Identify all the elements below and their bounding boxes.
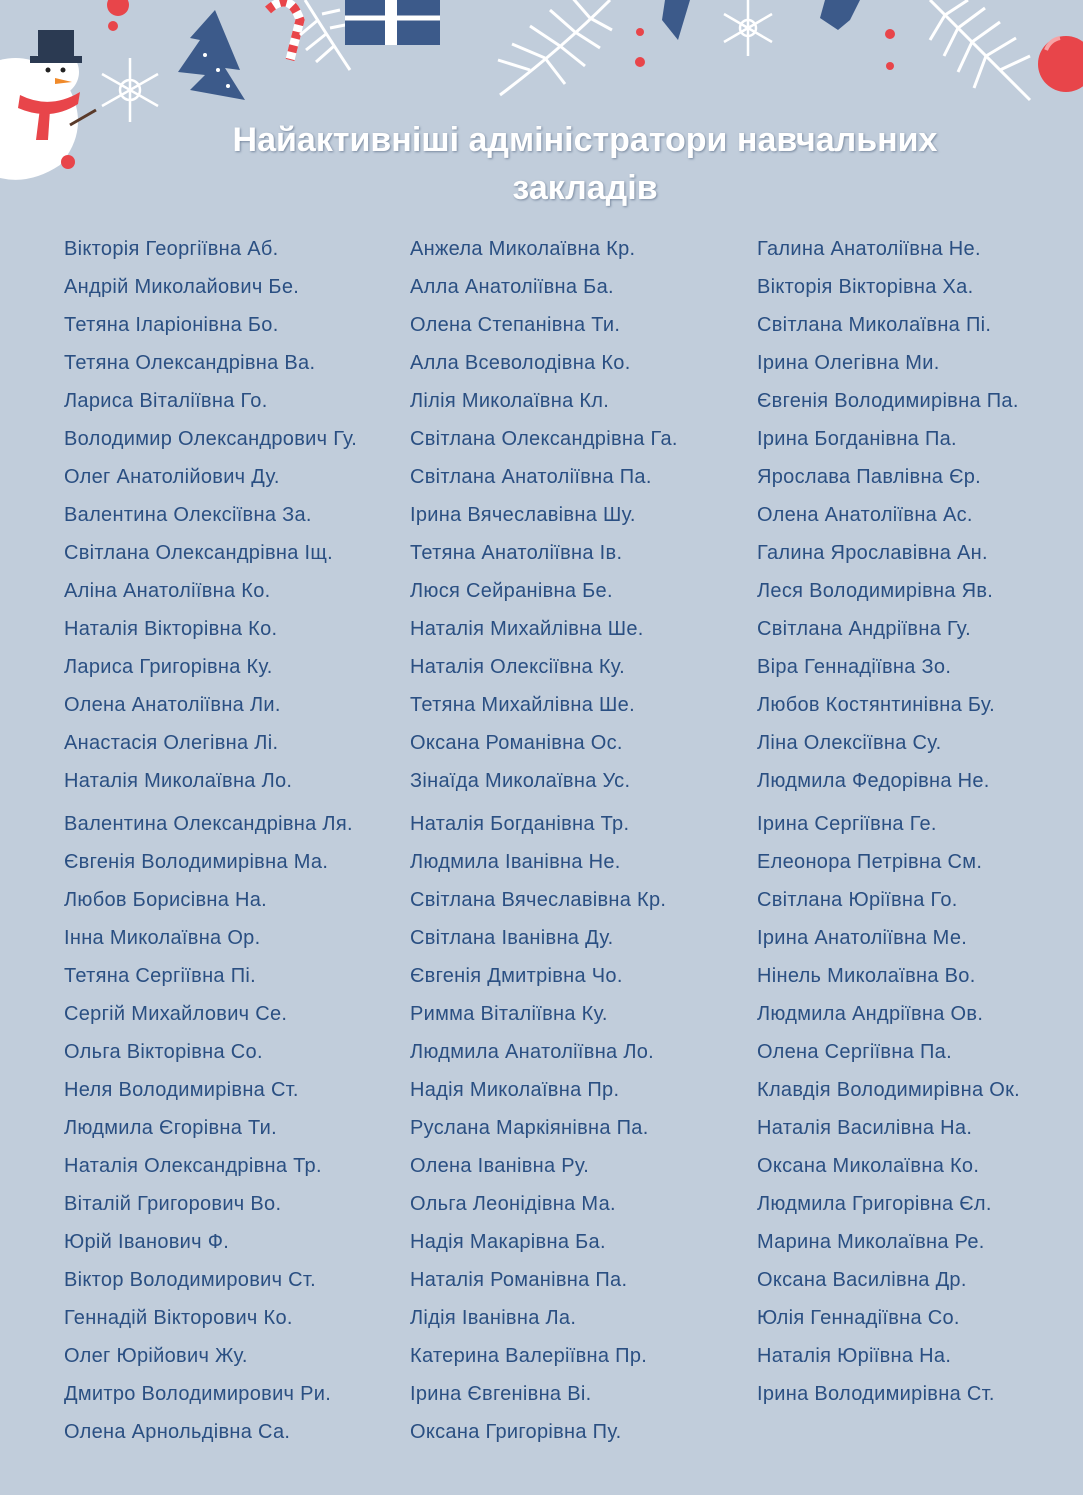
list-item: Ірина Вячеславівна Шу. — [410, 504, 636, 526]
list-item: Тетяна Сергіївна Пі. — [64, 965, 256, 987]
list-item: Наталія Михайлівна Ше. — [410, 618, 644, 640]
list-item: Світлана Олександрівна Га. — [410, 428, 678, 450]
list-item: Наталія Василівна На. — [757, 1117, 973, 1139]
christmas-tree-icon — [178, 10, 245, 100]
list-item: Елеонора Петрівна См. — [757, 851, 983, 873]
list-item: Євгенія Володимирівна Па. — [757, 390, 1019, 412]
list-item: Тетяна Олександрівна Ва. — [64, 352, 316, 374]
list-item: Ліна Олексіївна Су. — [757, 732, 942, 754]
list-item: Ольга Леонідівна Ма. — [410, 1193, 616, 1215]
gift-box-icon — [345, 0, 440, 45]
list-item: Віталій Григорович Во. — [64, 1193, 282, 1215]
list-item: Володимир Олександрович Гу. — [64, 428, 358, 450]
list-item: Вікторія Георгіївна Аб. — [64, 238, 279, 260]
list-item: Галина Ярославівна Ан. — [757, 542, 988, 564]
list-item: Сергій Михайлович Се. — [64, 1003, 288, 1025]
list-item: Анастасія Олегівна Лі. — [64, 732, 279, 754]
list-item: Галина Анатоліївна Не. — [757, 238, 981, 260]
list-item: Римма Віталіївна Ку. — [410, 1003, 608, 1025]
list-item: Ірина Володимирівна Ст. — [757, 1383, 995, 1405]
list-item: Людмила Єгорівна Ти. — [64, 1117, 277, 1139]
list-item: Аліна Анатоліївна Ко. — [64, 580, 271, 602]
list-item: Людмила Анатоліївна Ло. — [410, 1041, 655, 1063]
list-item: Ірина Олегівна Ми. — [757, 352, 940, 374]
list-item: Оксана Василівна Др. — [757, 1269, 967, 1291]
names-column-3 — [757, 230, 1083, 1413]
list-item: Андрій Миколайович Бе. — [64, 276, 300, 298]
list-item: Світлана Юріївна Го. — [757, 889, 958, 911]
list-item: Євгенія Володимирівна Ма. — [64, 851, 329, 873]
title-line-1: Найактивніші адміністратори навчальних — [232, 121, 938, 159]
list-item: Ярослава Павлівна Єр. — [757, 466, 982, 488]
list-item: Ірина Євгенівна Ві. — [410, 1383, 592, 1405]
list-item: Ірина Богданівна Па. — [757, 428, 957, 450]
list-item: Лілія Миколаївна Кл. — [410, 390, 610, 412]
list-item: Світлана Олександрівна Іщ. — [64, 542, 333, 564]
list-item: Людмила Іванівна Не. — [410, 851, 621, 873]
snowflake-icon — [102, 58, 158, 122]
list-item: Людмила Федорівна Не. — [757, 770, 990, 792]
list-item: Валентина Олександрівна Ля. — [64, 813, 353, 835]
list-item: Анжела Миколаївна Кр. — [410, 238, 636, 260]
list-item: Ірина Анатоліївна Ме. — [757, 927, 968, 949]
list-item: Тетяна Іларіонівна Бо. — [64, 314, 279, 336]
list-item: Катерина Валеріївна Пр. — [410, 1345, 648, 1367]
list-item: Ірина Сергіївна Ге. — [757, 813, 937, 835]
list-item: Наталія Юріївна На. — [757, 1345, 952, 1367]
list-item: Оксана Миколаївна Ко. — [757, 1155, 980, 1177]
list-item: Лариса Григорівна Ку. — [64, 656, 273, 678]
list-item: Наталія Романівна Па. — [410, 1269, 628, 1291]
list-item: Нінель Миколаївна Во. — [757, 965, 976, 987]
list-item: Ольга Вікторівна Со. — [64, 1041, 263, 1063]
list-item: Оксана Романівна Ос. — [410, 732, 623, 754]
names-column-1 — [64, 230, 404, 1451]
list-item: Світлана Миколаївна Пі. — [757, 314, 992, 336]
list-item: Наталія Миколаївна Ло. — [64, 770, 293, 792]
list-item: Юрій Іванович Ф. — [64, 1231, 230, 1253]
list-item: Людмила Григорівна Єл. — [757, 1193, 992, 1215]
list-item: Руслана Маркіянівна Па. — [410, 1117, 649, 1139]
list-item: Клавдія Володимирівна Ок. — [757, 1079, 1020, 1101]
list-item: Неля Володимирівна Ст. — [64, 1079, 299, 1101]
list-item: Віра Геннадіївна Зо. — [757, 656, 952, 678]
list-item: Оксана Григорівна Пу. — [410, 1421, 622, 1443]
list-item: Леся Володимирівна Яв. — [757, 580, 994, 602]
list-item: Олена Степанівна Ти. — [410, 314, 621, 336]
list-item: Світлана Анатоліївна Па. — [410, 466, 652, 488]
list-item: Олена Іванівна Ру. — [410, 1155, 590, 1177]
list-item: Надія Миколаївна Пр. — [410, 1079, 620, 1101]
candy-cane-icon — [268, 2, 300, 60]
list-item: Тетяна Анатоліївна Ів. — [410, 542, 623, 564]
list-item: Лариса Віталіївна Го. — [64, 390, 268, 412]
list-item: Юлія Геннадіївна Со. — [757, 1307, 960, 1329]
list-item: Олег Юрійович Жу. — [64, 1345, 248, 1367]
list-item: Наталія Богданівна Тр. — [410, 813, 630, 835]
list-item: Надія Макарівна Ба. — [410, 1231, 606, 1253]
list-item: Людмила Андріївна Ов. — [757, 1003, 984, 1025]
list-item: Олена Арнольдівна Са. — [64, 1421, 291, 1443]
list-item: Алла Анатоліївна Ба. — [410, 276, 614, 298]
title-line-2: закладів — [512, 169, 658, 207]
list-item: Євгенія Дмитрівна Чо. — [410, 965, 623, 987]
list-item: Олег Анатолійович Ду. — [64, 466, 280, 488]
page-title — [150, 116, 1020, 212]
list-item: Олена Анатоліївна Ас. — [757, 504, 973, 526]
list-item: Любов Борисівна На. — [64, 889, 268, 911]
list-item: Люся Сейранівна Бе. — [410, 580, 613, 602]
list-item: Зінаїда Миколаївна Ус. — [410, 770, 631, 792]
list-item: Валентина Олексіївна За. — [64, 504, 312, 526]
list-item: Тетяна Михайлівна Ше. — [410, 694, 635, 716]
list-item: Світлана Андріївна Гу. — [757, 618, 971, 640]
list-item: Алла Всеволодівна Ко. — [410, 352, 631, 374]
list-item: Олена Анатоліївна Ли. — [64, 694, 281, 716]
list-item: Геннадій Вікторович Ко. — [64, 1307, 293, 1329]
list-item: Наталія Вікторівна Ко. — [64, 618, 278, 640]
list-item: Наталія Олексіївна Ку. — [410, 656, 625, 678]
list-item: Марина Миколаївна Ре. — [757, 1231, 985, 1253]
list-item: Світлана Вячеславівна Кр. — [410, 889, 667, 911]
list-item: Олена Сергіївна Па. — [757, 1041, 952, 1063]
list-item: Дмитро Володимирович Ри. — [64, 1383, 332, 1405]
list-item: Вікторія Вікторівна Ха. — [757, 276, 974, 298]
list-item: Наталія Олександрівна Тр. — [64, 1155, 322, 1177]
list-item: Любов Костянтинівна Бу. — [757, 694, 996, 716]
snowman-icon — [0, 30, 96, 180]
list-item: Віктор Володимирович Ст. — [64, 1269, 317, 1291]
list-item: Лідія Іванівна Ла. — [410, 1307, 577, 1329]
list-item: Інна Миколаївна Ор. — [64, 927, 261, 949]
list-item: Світлана Іванівна Ду. — [410, 927, 614, 949]
names-column-2 — [410, 230, 750, 1451]
